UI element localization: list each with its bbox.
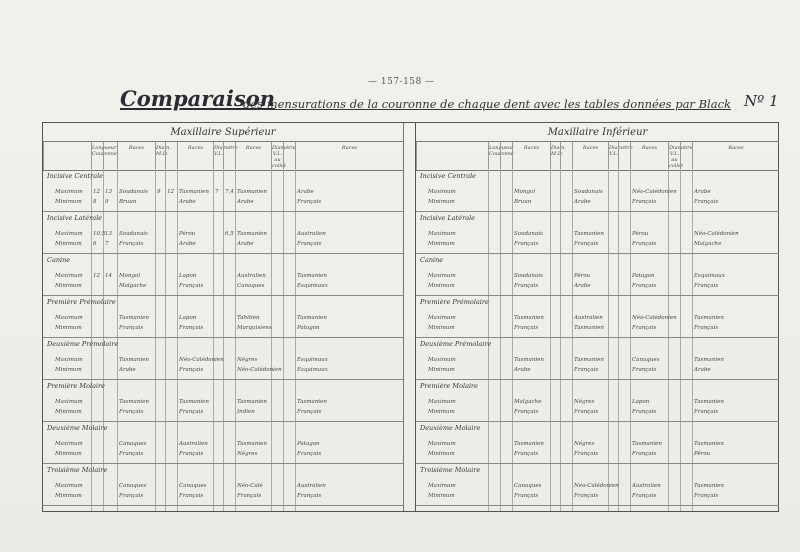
left-tooth-group	[43, 463, 403, 506]
left-table-cell: Esquimaux	[297, 357, 328, 363]
right-row-label: Maximum	[428, 357, 456, 363]
left-table-cell: Français	[119, 493, 144, 499]
left-table-cell: Français	[179, 409, 204, 415]
left-table-cell: Français	[179, 451, 204, 457]
right-table-cell: Canaques	[514, 483, 542, 489]
page-title: Comparaison	[120, 86, 275, 111]
left-row-label: Maximum	[55, 231, 83, 237]
left-table-cell: Français	[119, 241, 144, 247]
right-header-cell: Races	[692, 142, 779, 170]
left-header-cell	[43, 142, 91, 170]
left-row-label: Minimum	[55, 409, 82, 415]
left-table-cell: Lapon	[179, 315, 197, 321]
left-row-label: Maximum	[55, 273, 83, 279]
left-table-cell: Bruun	[119, 199, 137, 205]
left-table-cell: Tasmanien	[119, 399, 149, 405]
comparison-table	[42, 122, 779, 512]
left-table-cell: Néo-Calédonien	[237, 367, 282, 373]
right-table-cell: Arabe	[514, 367, 531, 373]
left-table-cell: Néo-Calé	[237, 483, 263, 489]
left-table-cell: Patagon	[297, 325, 320, 331]
right-table-cell: Tasmanien	[694, 399, 724, 405]
left-tooth-label: Deuxième Molaire	[47, 424, 108, 432]
table-row	[43, 367, 403, 376]
left-tooth-group	[43, 295, 403, 338]
right-table-cell: Français	[514, 241, 539, 247]
right-table-cell: Tasmanien	[514, 357, 544, 363]
left-table-cell: Tasmanien	[179, 189, 209, 195]
left-table-cell: Canaques	[179, 483, 207, 489]
right-table-cell: Tasmanien	[694, 315, 724, 321]
left-table-cell: Arabe	[179, 241, 196, 247]
right-table-cell: Français	[694, 325, 719, 331]
left-table-cell: Français	[297, 199, 322, 205]
table-row	[43, 451, 403, 460]
left-row-label: Minimum	[55, 325, 82, 331]
right-table-cell: Français	[694, 283, 719, 289]
right-tooth-group	[416, 253, 779, 296]
left-table-cell: Tasmanien	[119, 315, 149, 321]
left-row-label: Minimum	[55, 367, 82, 373]
right-tooth-label: Deuxième Molaire	[420, 424, 481, 432]
right-table-cell: Pérou	[694, 451, 711, 457]
right-table-cell: Néo-Calédonien	[632, 189, 677, 195]
right-header-cell	[500, 142, 512, 170]
right-row-label: Minimum	[428, 493, 455, 499]
left-tooth-label: Deuxième Prémolaire	[47, 340, 119, 348]
right-table-cell: Arabe	[574, 283, 591, 289]
left-table-cell: 13	[105, 189, 112, 195]
left-table-cell: Canaques	[119, 441, 147, 447]
right-table-cell: Français	[574, 493, 599, 499]
right-table-cell: Négres	[574, 441, 595, 447]
right-row-label: Maximum	[428, 399, 456, 405]
right-tooth-label: Première Molaire	[420, 382, 478, 390]
left-row-label: Maximum	[55, 399, 83, 405]
left-table-cell: 12	[167, 189, 174, 195]
right-tooth-label: Troisième Molaire	[420, 466, 481, 474]
right-header-row	[416, 141, 779, 171]
left-table-cell: 10,5	[93, 231, 106, 237]
table-row	[416, 315, 779, 324]
left-table-cell: Tasmanien	[237, 231, 267, 237]
left-table-cell: Français	[179, 493, 204, 499]
left-table-cell: Français	[179, 367, 204, 373]
right-table-cell: Français	[694, 493, 719, 499]
right-table-cell: Soudanais	[514, 273, 543, 279]
table-row	[416, 283, 779, 292]
left-table-cell: Soudanais	[119, 231, 148, 237]
plate-number: Nº 1	[744, 92, 779, 110]
right-table-cell: Australien	[632, 483, 661, 489]
table-row	[43, 231, 403, 240]
left-table-cell: 14	[105, 273, 112, 279]
right-row-label: Maximum	[428, 441, 456, 447]
right-header-cell	[560, 142, 572, 170]
table-row	[416, 399, 779, 408]
right-table-cell: Soudanais	[514, 231, 543, 237]
left-header-cell	[165, 142, 177, 170]
right-header-cell: Diamètre V.L.	[608, 142, 618, 170]
right-row-label: Minimum	[428, 241, 455, 247]
right-table-cell: Lapon	[632, 399, 650, 405]
right-row-label: Minimum	[428, 325, 455, 331]
left-header-cell: Races	[117, 142, 155, 170]
right-table-cell: Tasmanien	[632, 441, 662, 447]
right-table-cell: Pérou	[574, 273, 591, 279]
right-tooth-group	[416, 211, 779, 254]
left-table-cell: Français	[297, 241, 322, 247]
right-row-label: Maximum	[428, 189, 456, 195]
left-table-cell: Australien	[237, 273, 266, 279]
left-tooth-group	[43, 337, 403, 380]
left-table-cell: Arabe	[237, 199, 254, 205]
left-tooth-label: Première Prémolaire	[47, 298, 116, 306]
right-table-cell: Français	[632, 283, 657, 289]
right-row-label: Minimum	[428, 451, 455, 457]
left-tooth-label: Incisive Centrale	[47, 172, 103, 180]
right-tooth-label: Canine	[420, 256, 444, 264]
right-table-cell: Négres	[574, 399, 595, 405]
table-row	[43, 493, 403, 502]
left-table-cell: Tahitien	[237, 315, 260, 321]
left-table-cell: Tasmanien	[297, 315, 327, 321]
right-table-cell: Arabe	[694, 367, 711, 373]
left-table-cell: Australien	[297, 231, 326, 237]
right-tooth-label: Incisive Latérale	[420, 214, 476, 222]
left-table-cell: Français	[119, 409, 144, 415]
right-table-cell: Tasmanien	[694, 357, 724, 363]
table-row	[416, 367, 779, 376]
right-table-cell: Néo-Calédonien	[694, 231, 739, 237]
left-table-cell: Arabe	[297, 189, 314, 195]
right-table-cell: Français	[632, 325, 657, 331]
left-header-cell: Races	[295, 142, 403, 170]
right-header-cell: Races	[630, 142, 668, 170]
page-number: — 157-158 —	[368, 77, 435, 87]
right-table-cell: Français	[574, 241, 599, 247]
left-table-cell: Mongol	[119, 273, 141, 279]
table-row	[416, 231, 779, 240]
left-table-cell: Tasmanien	[297, 399, 327, 405]
right-table-cell: Français	[514, 451, 539, 457]
left-table-cell: Marquisiens	[237, 325, 272, 331]
right-header-cell: Longueur Couronne	[488, 142, 500, 170]
right-tooth-group	[416, 295, 779, 338]
left-table-cell: 7,4	[225, 189, 234, 195]
right-table-cell: Patagon	[632, 273, 655, 279]
left-table-cell: Français	[119, 325, 144, 331]
left-header-cell: Diamètre V.L. au collet	[271, 142, 283, 170]
left-row-label: Maximum	[55, 483, 83, 489]
right-table-cell: Français	[514, 493, 539, 499]
right-row-label: Minimum	[428, 409, 455, 415]
left-table-cell: Français	[237, 493, 262, 499]
right-tooth-label: Première Prémolaire	[420, 298, 489, 306]
left-table-cell: 9	[105, 199, 109, 205]
right-table-cell: Français	[574, 451, 599, 457]
right-table-cell: Français	[574, 409, 599, 415]
right-row-label: Maximum	[428, 315, 456, 321]
table-row	[43, 315, 403, 324]
left-header-cell: Races	[235, 142, 271, 170]
left-header-cell: Races	[177, 142, 213, 170]
left-table-cell: Tasmanien	[237, 441, 267, 447]
table-row	[43, 273, 403, 282]
left-table-cell: 6,5	[225, 231, 234, 237]
left-table-cell: Malgache	[119, 283, 147, 289]
left-tooth-group	[43, 253, 403, 296]
left-table-cell: Esquimaux	[297, 283, 328, 289]
right-table-cell: Français	[514, 283, 539, 289]
right-table-cell: Français	[632, 409, 657, 415]
right-table-cell: Néo-Calédonien	[632, 315, 677, 321]
left-row-label: Minimum	[55, 283, 82, 289]
left-table-cell: Tasmanien	[179, 399, 209, 405]
left-table-cell: Soudanais	[119, 189, 148, 195]
right-table-cell: Mongol	[514, 189, 536, 195]
left-table-cell: Canaques	[237, 283, 265, 289]
left-row-label: Minimum	[55, 241, 82, 247]
right-table-cell: Français	[632, 199, 657, 205]
left-table-cell: Tasmanien	[237, 399, 267, 405]
right-header-cell: Races	[572, 142, 608, 170]
right-header-cell	[416, 142, 488, 170]
left-header-cell: Diam. M.D.	[155, 142, 165, 170]
left-header-cell	[103, 142, 117, 170]
left-header-row	[43, 141, 403, 171]
right-tooth-label: Deuxième Prémolaire	[420, 340, 492, 348]
right-table-cell: Tasmanien	[574, 325, 604, 331]
left-table-cell: Tasmanien	[297, 273, 327, 279]
left-table-cell: 8	[93, 199, 97, 205]
right-table-cell: Tasmanien	[694, 483, 724, 489]
left-table-cell: Arabe	[237, 241, 254, 247]
table-row	[416, 451, 779, 460]
left-table-cell: 6	[93, 241, 97, 247]
left-table-cell: Français	[179, 283, 204, 289]
lower-jaw-section	[415, 123, 779, 511]
left-tooth-label: Première Molaire	[47, 382, 105, 390]
right-tooth-label: Incisive Centrale	[420, 172, 476, 180]
left-table-cell: Tasmanien	[119, 357, 149, 363]
right-header-cell: Diamètre V.L. au collet	[668, 142, 680, 170]
right-table-cell: Arabe	[574, 199, 591, 205]
left-table-cell: Esquimaux	[297, 367, 328, 373]
right-row-label: Minimum	[428, 283, 455, 289]
table-row	[43, 283, 403, 292]
table-row	[43, 409, 403, 418]
left-tooth-group	[43, 211, 403, 254]
table-row	[416, 409, 779, 418]
right-table-cell: Tasmanien	[514, 441, 544, 447]
right-table-cell: Néo-Calédonien	[574, 483, 619, 489]
left-table-cell: Pérou	[179, 231, 196, 237]
left-tooth-label: Canine	[47, 256, 71, 264]
upper-jaw-section	[43, 123, 404, 511]
right-row-label: Maximum	[428, 483, 456, 489]
left-table-cell: Arabe	[119, 367, 136, 373]
right-table-cell: Arabe	[694, 189, 711, 195]
table-row	[416, 189, 779, 198]
left-header-cell: Diamètre V.L.	[213, 142, 223, 170]
right-table-cell: Soudanais	[574, 189, 603, 195]
left-table-cell: Négres	[237, 451, 258, 457]
right-table-cell: Français	[514, 325, 539, 331]
left-table-cell: Français	[297, 409, 322, 415]
right-table-cell: Français	[632, 451, 657, 457]
right-table-cell: Bruun	[514, 199, 532, 205]
left-row-label: Minimum	[55, 493, 82, 499]
left-table-cell: 12	[93, 189, 100, 195]
right-row-label: Minimum	[428, 199, 455, 205]
left-table-cell: Français	[297, 451, 322, 457]
left-row-label: Maximum	[55, 189, 83, 195]
right-table-cell: Français	[574, 367, 599, 373]
table-row	[416, 241, 779, 250]
table-row	[43, 325, 403, 334]
table-row	[416, 199, 779, 208]
right-header-cell	[618, 142, 630, 170]
left-table-cell: 12	[93, 273, 100, 279]
right-tooth-group	[416, 463, 779, 506]
right-table-cell: Esquimaux	[694, 273, 725, 279]
left-tooth-label: Incisive Latérale	[47, 214, 103, 222]
table-row	[43, 399, 403, 408]
right-table-cell: Français	[694, 409, 719, 415]
table-row	[416, 273, 779, 282]
right-table-cell: Australien	[574, 315, 603, 321]
left-row-label: Minimum	[55, 199, 82, 205]
table-row	[43, 441, 403, 450]
right-table-cell: Français	[514, 409, 539, 415]
right-table-cell: Français	[632, 493, 657, 499]
right-table-cell: Tasmanien	[574, 357, 604, 363]
left-table-cell: Français	[297, 493, 322, 499]
right-table-cell: Tasmanien	[574, 231, 604, 237]
left-tooth-label: Troisième Molaire	[47, 466, 108, 474]
right-tooth-group	[416, 379, 779, 422]
left-table-cell: Australien	[179, 441, 208, 447]
left-row-label: Minimum	[55, 451, 82, 457]
left-table-cell: 13	[105, 231, 112, 237]
left-header-cell	[223, 142, 235, 170]
right-header-cell	[680, 142, 692, 170]
left-row-label: Maximum	[55, 315, 83, 321]
lower-jaw-title: Maxillaire Inférieur	[547, 127, 648, 138]
table-row	[416, 483, 779, 492]
table-row	[43, 241, 403, 250]
right-tooth-group	[416, 337, 779, 380]
left-table-cell: Indien	[237, 409, 255, 415]
right-table-cell: Canaques	[632, 357, 660, 363]
page-subtitle: des mensurations de la couronne de chaque dent avec les tables données par Black	[243, 97, 731, 111]
table-row	[43, 199, 403, 208]
right-header-cell: Diam. M.D.	[550, 142, 560, 170]
table-row	[416, 493, 779, 502]
right-row-label: Maximum	[428, 231, 456, 237]
left-table-cell: Canaques	[119, 483, 147, 489]
left-table-cell: Négres	[237, 357, 258, 363]
left-table-cell: Français	[179, 325, 204, 331]
left-header-cell: Longueur Couronne	[91, 142, 103, 170]
table-row	[43, 189, 403, 198]
left-table-cell: Tasmanien	[237, 189, 267, 195]
table-row	[416, 325, 779, 334]
table-row	[43, 483, 403, 492]
left-table-cell: Australien	[297, 483, 326, 489]
right-header-cell: Races	[512, 142, 550, 170]
left-table-cell: 7	[215, 189, 219, 195]
left-table-cell: Français	[119, 451, 144, 457]
right-tooth-group	[416, 421, 779, 464]
table-row	[416, 441, 779, 450]
left-table-cell: Néo-Calédonien	[179, 357, 224, 363]
right-table-cell: Malgache	[514, 399, 542, 405]
left-table-cell: 9	[157, 189, 161, 195]
left-table-cell: Patagon	[297, 441, 320, 447]
left-table-cell: 7	[105, 241, 109, 247]
right-table-cell: Pérou	[632, 231, 649, 237]
table-row	[416, 357, 779, 366]
left-header-cell	[283, 142, 295, 170]
left-row-label: Maximum	[55, 357, 83, 363]
left-tooth-group	[43, 169, 403, 212]
right-row-label: Maximum	[428, 273, 456, 279]
right-table-cell: Français	[632, 241, 657, 247]
right-table-cell: Français	[632, 367, 657, 373]
right-table-cell: Malgache	[694, 241, 722, 247]
left-tooth-group	[43, 421, 403, 464]
upper-jaw-title: Maxillaire Supérieur	[170, 127, 276, 138]
right-row-label: Minimum	[428, 367, 455, 373]
right-tooth-group	[416, 169, 779, 212]
left-table-cell: Lapon	[179, 273, 197, 279]
left-row-label: Maximum	[55, 441, 83, 447]
right-table-cell: Français	[694, 199, 719, 205]
left-table-cell: Arabe	[179, 199, 196, 205]
table-row	[43, 357, 403, 366]
right-table-cell: Tasmanien	[514, 315, 544, 321]
right-table-cell: Tasmanien	[694, 441, 724, 447]
left-tooth-group	[43, 379, 403, 422]
